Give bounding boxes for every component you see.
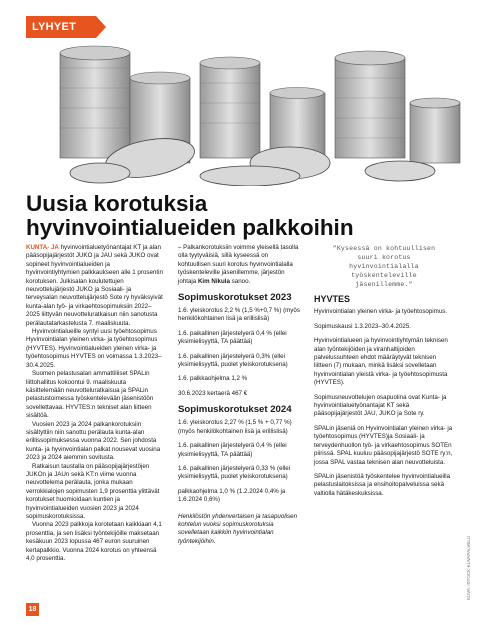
list-item: palkkaohjelma 1,0 % (1.2.2024 0,4% ja 1.6.2024 0,6%) — [178, 487, 286, 504]
paragraph: Ratkaisun taustalla on pääsopijajärjestöjen JUKOn ja JAUn sekä KT:n viime vuonna neuvottelema perälauta, jonka mukaan verrokkialojen sopimusten 1,9 prosenttia ylittävät korotukset huomioidaan kuntien ja hyvinvointialueiden vuosien 2023 ja 2024 sopimuskorotuksissa. — [26, 462, 160, 520]
paragraph: Vuonna 2023 palkkoja korotetaan kaikkiaan 4,1 prosenttia, ja sen lisäksi työntekijöille maksetaan kesäkuun 2023 lopussa 467 euron suuruinen kertapalkkio. Vuonna 2024 korotus on yhteensä 4,0 prosenttia. — [26, 521, 162, 563]
pull-quote: ”Kyseessä on kohtuullisen suuri korotus hyvinvointialalla työskenteleville jäsenillemme.” — [332, 245, 436, 288]
list-item: 30.6.2023 kertaerä 467 € — [178, 389, 248, 397]
intro-text: sanoo. — [229, 277, 251, 285]
paragraph — [26, 244, 164, 328]
list-item: 1.6. paikallinen järjestelyerä 0,3% (ellei yksimielisyyttä, puolet yleiskorotuksena) — [178, 352, 288, 369]
list-item: 1.6. palkkaohjelma 1,2 % — [178, 375, 248, 383]
note-paragraph: Henkilöstön yhdenvertaisen ja tasapuolisen kohtelun vuoksi sopimuskorotuksia sovelletaan kaikkiin hyvinvointialan työntekijöihin. — [178, 512, 298, 545]
page-number: 18 — [26, 603, 39, 616]
heading-2024: Sopimuskorotukset 2024 — [178, 404, 292, 416]
intro-text: – Palkankorotuksiin voimme yleisellä tasolla olla tyytyväisiä, sillä kyseessä on kohtuullisen suuri korotus hyvinvointialalla työskenteleville jäsenillemme, järjestön johtaja — [178, 244, 299, 285]
photo-credit: KUVA: ISTOCK-KUVAPALVELU — [466, 535, 471, 600]
article-title: Uusia korotuksia hyvinvointialueiden palkkoihin — [26, 191, 354, 240]
paragraph: Hyvinvointialueille syntyi uusi työehtosopimus Hyvinvointialan yleinen virka- ja työehtosopimus (HYVTES). Hyvinvointialueiden yleinen virka- ja työehtosopimus HYVTES on voimassa 1.3.2023–30.4.2025. — [26, 328, 162, 369]
paragraph: Suomen pelastusalan ammattiliiset SPALin liittohallitus kokoontui 9. maaliskuuta käsittelemään neuvotteluratkaisua ja SPALin pelastustoimessa työskentelevään jäsenistöön sovellettavaa. HYVTES:n tekniset alan liitteen sisältöä. — [26, 370, 154, 420]
list-item: 1.6. paikallinen järjestelyerä 0,33 % (ellei yksimielisyyttä, puolet yleiskorotuksena) — [178, 464, 291, 481]
sidebar-paragraph: Sopimuskausi 1.3.2023–30.4.2025. — [314, 322, 412, 330]
section-tag: LYHYET — [26, 16, 96, 38]
sidebar-paragraph: SPALin jäsenistöä työskentelee hyvinvointialueilla pelastuslaitoksissa ja ensihoitopalveluissa sekä valtiolla hätäkeskuksissa. — [314, 472, 451, 497]
list-item: 1.6. paikallinen järjestelyerä 0,4 % (ellei yksimielisyyttä, TA päättää) — [178, 442, 287, 458]
list-item: 1.6. paikallinen järjestelyerä 0,4 % (ellei yksimielisyyttä, TA päättää) — [178, 329, 287, 346]
sidebar-paragraph: SPALin jäseniä on Hyvinvointialan yleinen virka- ja työehtosopimus (HYVTES)ja Sosiaali- ja terveydenhuollon työ- ja virkaehtosopimus SOTEn piirissä. SPAL kuuluu pääsopijajärjestö SOTE ry:n, jossa SPAL vastaa teknisen alan neuvotteluista. — [314, 424, 453, 466]
coin-stacks-photo — [0, 38, 480, 186]
person-name: Kim Nikula — [197, 277, 230, 285]
intro-paragraph — [178, 244, 300, 286]
lead-in: KUNTA- JA — [26, 244, 59, 251]
paragraph-text: hyvinvointialuetyönantajat KT ja alan pääsopijajärjestöt JUKO ja JAU sekä JUKO ovat sopineet hyvinvointialueiden ja hyvinvointiyhtymien palkkaukseen alle 1 prosentin korotuksen. Julkisalan koulutettujen neuvottelujärjestö JUKO ja Sosiaali- ja terveysalan neuvottelujärjestö Sote ry hyväksyivät kunta-alan työ- ja virkaehtosopimuksiin 2022–2025 liittyvän neuvotteluratkaisun niin sanotusta perälautatarkastelusta 7. maaliskuuta. — [26, 244, 163, 327]
body-column-2 — [178, 244, 300, 551]
list-item: 1.6. yleiskorotus 2,2 % (1,5 %+0,7 %) (myös henkilökohtainen lisä ja erillislisä) — [178, 307, 300, 323]
sidebar-paragraph: Sopimusneuvottelujen osapuolina ovat Kunta- ja hyvinvointialuetyönantajat KT sekä pääsopijajärjestöt JAU, JUKO ja Sote ry. — [314, 393, 447, 418]
sidebar-paragraph: Hyvinvointialueen ja hyvinvointiyhtymän teknisen alan työntekijöiden ja viranhaltijoiden palvelussuhteen ehdot määräytyvät teknisen liitteen (7) mukaan, minkä lisäksi sovelletaan hyvinvointialan yleistä virka- ja työehtosopimusta (HYVTES). — [314, 337, 448, 387]
paragraph: Vuosien 2023 ja 2024 palkankorotuksiin sisältyttiin niin sanottu perälauta kunta-alan erillissopimuksessa vuonna 2022. Sen johdosta kunta- ja hyvinvointialan palkat nousevat vuosina 2023 ja 2024 aiemmin sovitusta. — [26, 420, 161, 462]
body-column-1 — [26, 244, 164, 563]
list-item: 1.6. yleiskorotus 2,27 % (1,5 % + 0,77 %) (myös henkilökohtainen lisä ja erillislisä) — [178, 419, 292, 435]
sidebar-column — [314, 244, 454, 504]
hyvtes-heading: HYVTES — [314, 294, 351, 304]
heading-2023: Sopimuskorotukset 2023 — [178, 292, 292, 304]
sidebar-paragraph: Hyvinvointialan yleinen virka- ja työehtosopimus. — [314, 308, 448, 316]
